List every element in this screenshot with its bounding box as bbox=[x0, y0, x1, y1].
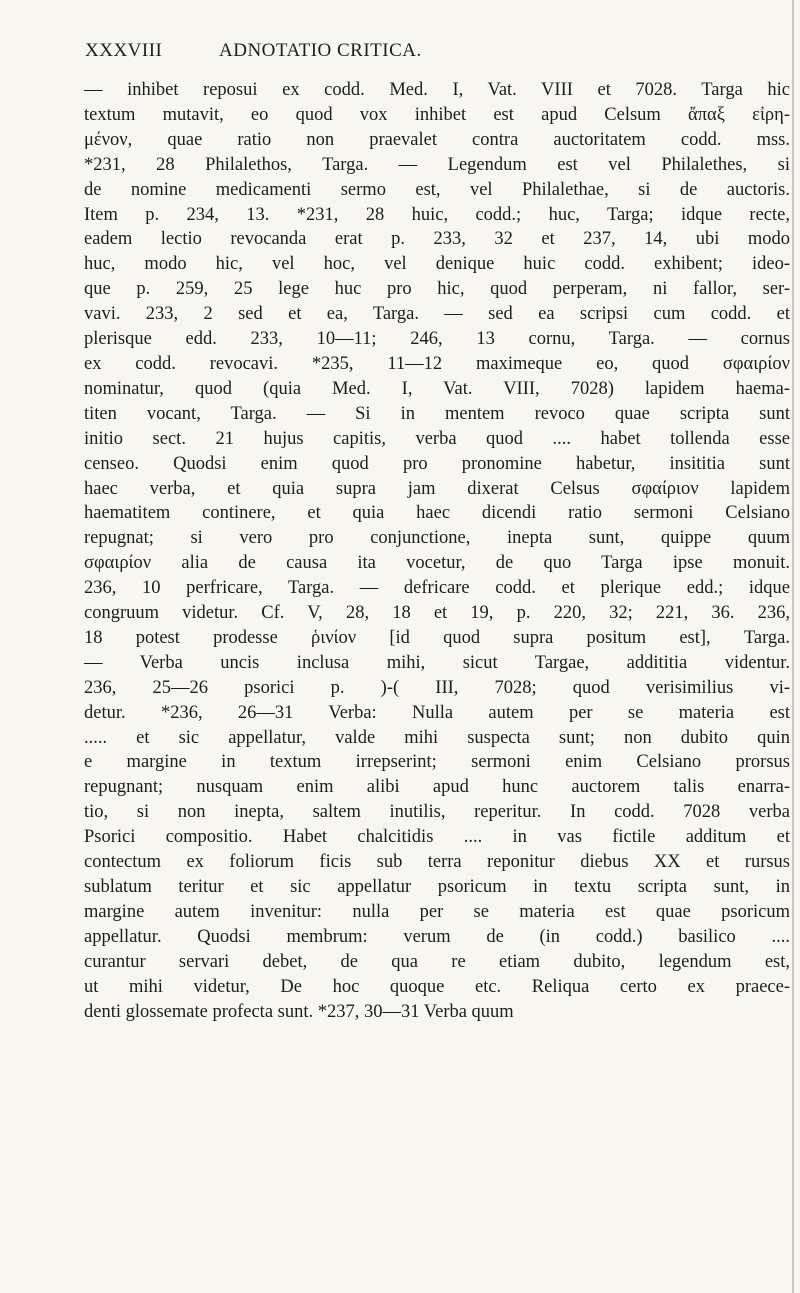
text-line: tio, si non inepta, saltem inutilis, reperitur. In codd. 7028 verba bbox=[84, 802, 790, 823]
text-line: ..... et sic appellatur, valde mihi suspecta sunt; non dubito quin bbox=[84, 727, 790, 748]
text-line: congruum videtur. Cf. V, 28, 18 et 19, p. 220, 32; 221, 36. 236, bbox=[84, 603, 790, 624]
text-line: *231, 28 Philalethos, Targa. — Legendum est vel Philalethes, si bbox=[84, 154, 790, 175]
text-line: contectum ex foliorum ficis sub terra reponitur diebus XX et rursus bbox=[84, 852, 790, 873]
text-line: ex codd. revocavi. *235, 11—12 maximeque eo, quod σφαιρίον bbox=[84, 353, 790, 374]
page-edge-shadow bbox=[792, 0, 794, 1293]
text-line: nominatur, quod (quia Med. I, Vat. VIII, 7028) lapidem haema- bbox=[84, 378, 790, 399]
text-line: 236, 25—26 psorici p. )-( III, 7028; quod verisimilius vi- bbox=[84, 677, 790, 698]
text-line: titen vocant, Targa. — Si in mentem revoco quae scripta sunt bbox=[84, 403, 790, 424]
text-line: — inhibet reposui ex codd. Med. I, Vat. VIII et 7028. Targa hic bbox=[84, 80, 790, 100]
text-line: μένον, quae ratio non praevalet contra auctoritatem codd. mss. bbox=[84, 129, 790, 150]
text-line: σφαιρίον alia de causa ita vocetur, de quo Targa ipse monuit. bbox=[84, 553, 790, 574]
text-line: ut mihi videtur, De hoc quoque etc. Reliqua certo ex praece- bbox=[84, 976, 790, 997]
text-line: detur. *236, 26—31 Verba: Nulla autem per se materia est bbox=[84, 702, 790, 723]
text-line: de nomine medicamenti sermo est, vel Philalethae, si de auctoris. bbox=[84, 179, 790, 200]
text-line: haec verba, et quia supra jam dixerat Celsus σφαίριον lapidem bbox=[84, 478, 790, 499]
running-title: ADNOTATIO CRITICA. bbox=[219, 40, 422, 61]
text-line: Item p. 234, 13. *231, 28 huic, codd.; huc, Targa; idque recte, bbox=[84, 204, 790, 225]
text-line: curantur servari debet, de qua re etiam dubito, legendum est, bbox=[84, 951, 790, 972]
text-line: 236, 10 perfricare, Targa. — defricare codd. et plerique edd.; idque bbox=[84, 578, 790, 599]
text-line: margine autem invenitur: nulla per se materia est quae psoricum bbox=[84, 901, 790, 922]
text-line: textum mutavit, eo quod vox inhibet est apud Celsum ἄπαξ εἰρη- bbox=[84, 104, 790, 125]
text-line: — Verba uncis inclusa mihi, sicut Targae, addititia videntur. bbox=[84, 652, 790, 673]
text-line: Psorici compositio. Habet chalcitidis .... in vas fictile additum et bbox=[84, 827, 790, 848]
critical-notes-text bbox=[84, 78, 790, 1024]
text-line: repugnat; si vero pro conjunctione, inepta sunt, quippe quum bbox=[84, 528, 790, 549]
text-line: initio sect. 21 hujus capitis, verba quod .... habet tollenda esse bbox=[84, 428, 790, 449]
running-header bbox=[85, 40, 585, 62]
text-line: 18 potest prodesse ῥινίον [id quod supra positum est], Targa. bbox=[84, 627, 790, 648]
text-line: e margine in textum irrepserint; sermoni enim Celsiano prorsus bbox=[84, 752, 790, 773]
text-line: huc, modo hic, vel hoc, vel denique huic codd. exhibent; ideo- bbox=[84, 254, 790, 275]
page-number: XXXVIII bbox=[85, 40, 163, 61]
text-line: plerisque edd. 233, 10—11; 246, 13 cornu, Targa. — cornus bbox=[84, 329, 790, 350]
text-line: censeo. Quodsi enim quod pro pronomine habetur, insititia sunt bbox=[84, 453, 790, 474]
text-line: eadem lectio revocanda erat p. 233, 32 et 237, 14, ubi modo bbox=[84, 229, 790, 250]
text-line: denti glossemate profecta sunt. *237, 30—31 Verba quum bbox=[84, 1001, 514, 1022]
text-line: appellatur. Quodsi membrum: verum de (in codd.) basilico .... bbox=[84, 926, 790, 947]
text-line: sublatum teritur et sic appellatur psoricum in textu scripta sunt, in bbox=[84, 877, 790, 897]
text-line: haematitem continere, et quia haec dicendi ratio sermoni Celsiano bbox=[84, 503, 790, 524]
text-line: vavi. 233, 2 sed et ea, Targa. — sed ea scripsi cum codd. et bbox=[84, 304, 790, 325]
text-line: que p. 259, 25 lege huc pro hic, quod perperam, ni fallor, ser- bbox=[84, 279, 790, 300]
text-line: repugnant; nusquam enim alibi apud hunc auctorem talis enarra- bbox=[84, 777, 790, 798]
